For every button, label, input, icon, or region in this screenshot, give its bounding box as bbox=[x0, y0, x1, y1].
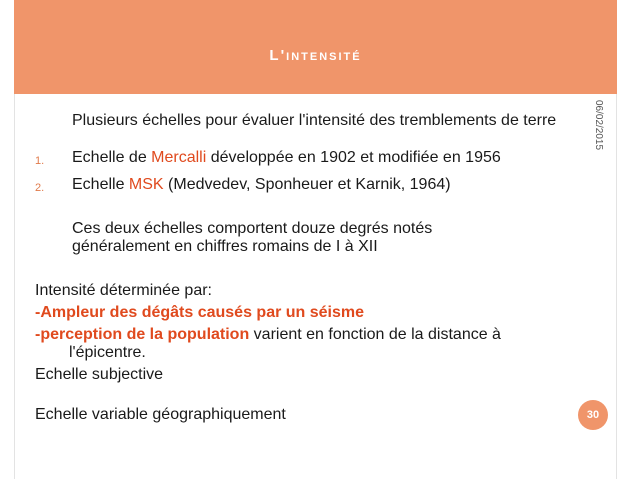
bullet-text: Plusieurs échelles pour évaluer l'intensité des tremblements de terre bbox=[72, 112, 557, 129]
number-marker: 1. bbox=[35, 155, 45, 167]
highlight-perception: -perception de la population bbox=[35, 326, 250, 343]
slide-title: L'intensité bbox=[269, 47, 362, 64]
perception-rest: varient en fonction de la distance à bbox=[249, 326, 501, 343]
text-prefix: Echelle de bbox=[72, 149, 152, 166]
variable-line: Echelle variable géographiquement bbox=[35, 406, 286, 423]
page-number-badge: 30 bbox=[578, 400, 608, 430]
bullet-text: Ces deux échelles comportent douze degrés notés généralement en chiffres romains de I à XII bbox=[72, 220, 433, 255]
criterion-damage: -Ampleur des dégâts causés par un séisme bbox=[35, 304, 365, 321]
perception-continuation: l'épicentre. bbox=[69, 344, 146, 361]
highlight-mercalli: Mercalli bbox=[151, 149, 207, 166]
numbered-text bbox=[72, 149, 572, 167]
text-prefix: Echelle bbox=[72, 176, 129, 193]
text-suffix: (Medvedev, Sponheuer et Karnik, 1964) bbox=[163, 176, 451, 193]
numbered-text bbox=[72, 176, 572, 194]
criterion-perception bbox=[35, 326, 585, 344]
slide-date: 06/02/2015 bbox=[593, 100, 604, 151]
text-suffix: développée en 1902 et modifiée en 1956 bbox=[206, 149, 501, 166]
subjective-line: Echelle subjective bbox=[35, 366, 164, 383]
number-marker: 2. bbox=[35, 182, 45, 194]
highlight-msk: MSK bbox=[128, 176, 164, 193]
intro-line: Intensité déterminée par: bbox=[35, 282, 212, 299]
